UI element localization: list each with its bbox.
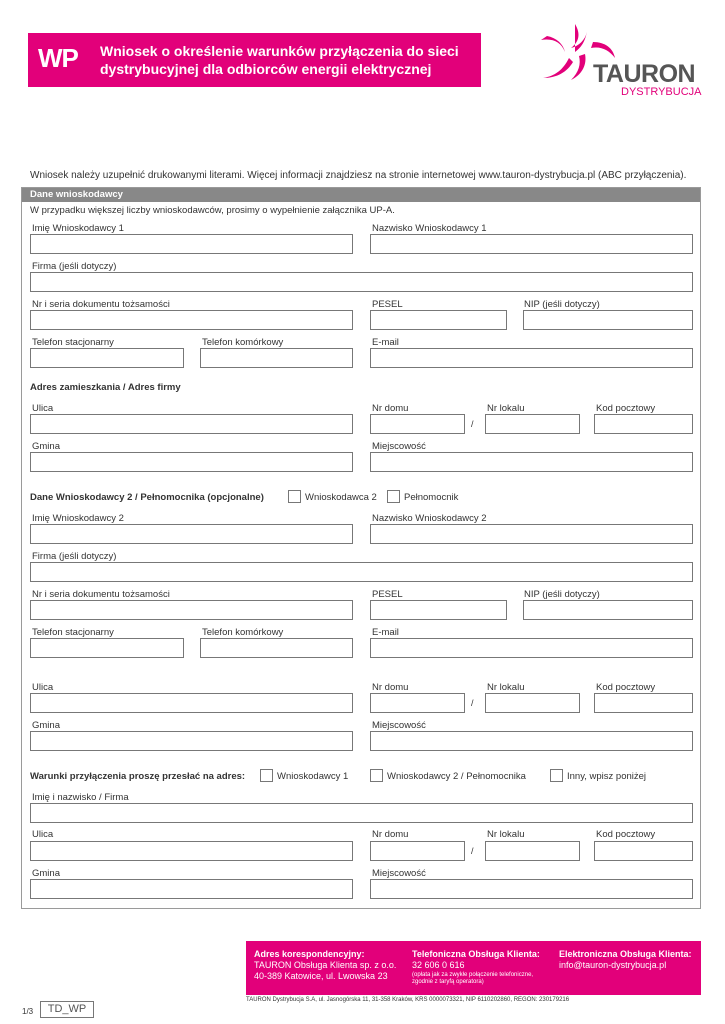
nip-1-field[interactable]: [523, 310, 693, 330]
postcode-2-field[interactable]: [594, 693, 693, 713]
delivery-postcode-field[interactable]: [594, 841, 693, 861]
last-name-1-label: Nazwisko Wnioskodawcy 1: [372, 223, 487, 234]
nip-1-label: NIP (jeśli dotyczy): [524, 299, 600, 310]
delivery-applicant-1-checkbox[interactable]: [260, 769, 273, 782]
email-title: Elektroniczna Obsługa Klienta:: [559, 949, 692, 959]
city-2-field[interactable]: [370, 731, 693, 751]
postcode-1-label: Kod pocztowy: [596, 403, 656, 414]
postcode-1-field[interactable]: [594, 414, 693, 434]
email-link[interactable]: info@tauron-dystrybucja.pl: [559, 960, 667, 970]
last-name-1-field[interactable]: [370, 234, 693, 254]
nip-2-field[interactable]: [523, 600, 693, 620]
logo-sub: DYSTRYBUCJA: [621, 86, 702, 98]
address-1-title: Adres zamieszkania / Adres firmy: [30, 382, 181, 393]
city-2-label: Miejscowość: [372, 720, 426, 731]
form-title-line2: dystrybucyjnej dla odbiorców energii elektrycznej: [100, 61, 432, 77]
street-1-label: Ulica: [32, 403, 54, 414]
commune-1-label: Gmina: [32, 441, 60, 452]
company-2-field[interactable]: [30, 562, 693, 582]
delivery-postcode-label: Kod pocztowy: [596, 829, 656, 840]
form-title-line1: Wniosek o określenie warunków przyłączenia do sieci: [100, 43, 459, 59]
mobile-2-field[interactable]: [200, 638, 353, 658]
postcode-2-label: Kod pocztowy: [596, 682, 656, 693]
delivery-applicant-2-checkbox[interactable]: [370, 769, 383, 782]
delivery-other-checkbox[interactable]: [550, 769, 563, 782]
landline-1-label: Telefon stacjonarny: [32, 337, 114, 348]
delivery-name-field[interactable]: [30, 803, 693, 823]
delivery-flat-no-field[interactable]: [485, 841, 580, 861]
commune-2-label: Gmina: [32, 720, 60, 731]
flat-no-1-field[interactable]: [485, 414, 580, 434]
email-1-field[interactable]: [370, 348, 693, 368]
last-name-2-field[interactable]: [370, 524, 693, 544]
city-1-label: Miejscowość: [372, 441, 426, 452]
applicant-2-title: Dane Wnioskodawcy 2 / Pełnomocnika (opcjonalne): [30, 492, 264, 503]
flat-no-1-label: Nr lokalu: [487, 403, 525, 414]
delivery-street-label: Ulica: [32, 829, 54, 840]
delivery-flat-no-label: Nr lokalu: [487, 829, 525, 840]
corr-line1: TAURON Obsługa Klienta sp. z o.o.: [254, 960, 397, 970]
house-no-1-label: Nr domu: [372, 403, 409, 414]
delivery-street-field[interactable]: [30, 841, 353, 861]
house-no-1-field[interactable]: [370, 414, 465, 434]
proxy-checkbox[interactable]: [387, 490, 400, 503]
section-note: W przypadku większej liczby wnioskodawców, prosimy o wypełnienie załącznika UP-A.: [30, 205, 395, 216]
phone-number: 32 606 0 616: [412, 960, 465, 970]
delivery-slash: /: [471, 846, 474, 856]
delivery-title: Warunki przyłączenia proszę przesłać na adres:: [30, 771, 246, 782]
form-code: WP: [38, 43, 78, 73]
delivery-house-no-label: Nr domu: [372, 829, 409, 840]
delivery-city-label: Miejscowość: [372, 868, 426, 879]
first-name-1-field[interactable]: [30, 234, 353, 254]
section-title: Dane wnioskodawcy: [30, 189, 123, 200]
delivery-commune-label: Gmina: [32, 868, 60, 879]
first-name-2-label: Imię Wnioskodawcy 2: [32, 513, 124, 524]
street-2-field[interactable]: [30, 693, 353, 713]
commune-2-field[interactable]: [30, 731, 353, 751]
first-name-1-label: Imię Wnioskodawcy 1: [32, 223, 124, 234]
commune-1-field[interactable]: [30, 452, 353, 472]
house-flat-slash-2: /: [471, 698, 474, 708]
legal-info: TAURON Dystrybucja S.A, ul. Jasnogórska 11, 31-358 Kraków, KRS 0000073321, NIP 6110202860, REGON: 230179216: [246, 997, 570, 1003]
delivery-commune-field[interactable]: [30, 879, 353, 899]
applicant-2-checkbox[interactable]: [288, 490, 301, 503]
page-number: 1/3: [22, 1007, 34, 1016]
delivery-applicant-1-label: Wnioskodawcy 1: [277, 771, 349, 782]
street-1-field[interactable]: [30, 414, 353, 434]
mobile-1-label: Telefon komórkowy: [202, 337, 284, 348]
city-1-field[interactable]: [370, 452, 693, 472]
delivery-other-label: Inny, wpisz poniżej: [567, 771, 647, 782]
house-no-2-label: Nr domu: [372, 682, 409, 693]
tauron-logo: [535, 18, 702, 104]
id-doc-1-field[interactable]: [30, 310, 353, 330]
house-flat-slash-1: /: [471, 419, 474, 429]
contact-footer: [246, 941, 701, 995]
mobile-1-field[interactable]: [200, 348, 353, 368]
company-1-label: Firma (jeśli dotyczy): [32, 261, 117, 272]
company-2-label: Firma (jeśli dotyczy): [32, 551, 117, 562]
form-header: [28, 33, 481, 87]
landline-2-field[interactable]: [30, 638, 184, 658]
landline-2-label: Telefon stacjonarny: [32, 627, 114, 638]
nip-2-label: NIP (jeśli dotyczy): [524, 589, 600, 600]
phone-note1: (opłata jak za zwykłe połączenie telefoniczne,: [412, 972, 534, 978]
corr-line2: 40-389 Katowice, ul. Lwowska 23: [254, 971, 388, 981]
email-2-label: E-mail: [372, 627, 399, 638]
mobile-2-label: Telefon komórkowy: [202, 627, 284, 638]
email-2-field[interactable]: [370, 638, 693, 658]
landline-1-field[interactable]: [30, 348, 184, 368]
pesel-1-field[interactable]: [370, 310, 507, 330]
flat-no-2-field[interactable]: [485, 693, 580, 713]
applicant-2-option-label: Wnioskodawca 2: [305, 492, 377, 503]
intro-text: Wniosek należy uzupełnić drukowanymi literami. Więcej informacji znajdziesz na stronie internetowej www.tauron-dystrybucja.pl (ABC przyłączenia).: [30, 170, 687, 181]
pesel-1-label: PESEL: [372, 299, 403, 310]
logo-brand: TAURON: [593, 60, 696, 88]
last-name-2-label: Nazwisko Wnioskodawcy 2: [372, 513, 487, 524]
corr-title: Adres korespondencyjny:: [254, 949, 365, 959]
proxy-option-label: Pełnomocnik: [404, 492, 459, 503]
id-doc-2-field[interactable]: [30, 600, 353, 620]
delivery-name-label: Imię i nazwisko / Firma: [32, 792, 129, 803]
company-1-field[interactable]: [30, 272, 693, 292]
id-doc-2-label: Nr i seria dokumentu tożsamości: [32, 589, 170, 600]
delivery-house-no-field[interactable]: [370, 841, 465, 861]
form-title: [100, 42, 480, 78]
street-2-label: Ulica: [32, 682, 54, 693]
delivery-city-field[interactable]: [370, 879, 693, 899]
phone-title: Telefoniczna Obsługa Klienta:: [412, 949, 540, 959]
pesel-2-field[interactable]: [370, 600, 507, 620]
house-no-2-field[interactable]: [370, 693, 465, 713]
phone-note2: zgodnie z taryfą operatora): [412, 979, 484, 985]
doc-code: TD_WP: [40, 1001, 94, 1018]
pesel-2-label: PESEL: [372, 589, 403, 600]
id-doc-1-label: Nr i seria dokumentu tożsamości: [32, 299, 170, 310]
delivery-applicant-2-label: Wnioskodawcy 2 / Pełnomocnika: [387, 771, 526, 782]
first-name-2-field[interactable]: [30, 524, 353, 544]
flat-no-2-label: Nr lokalu: [487, 682, 525, 693]
email-1-label: E-mail: [372, 337, 399, 348]
section-header: [22, 188, 700, 202]
